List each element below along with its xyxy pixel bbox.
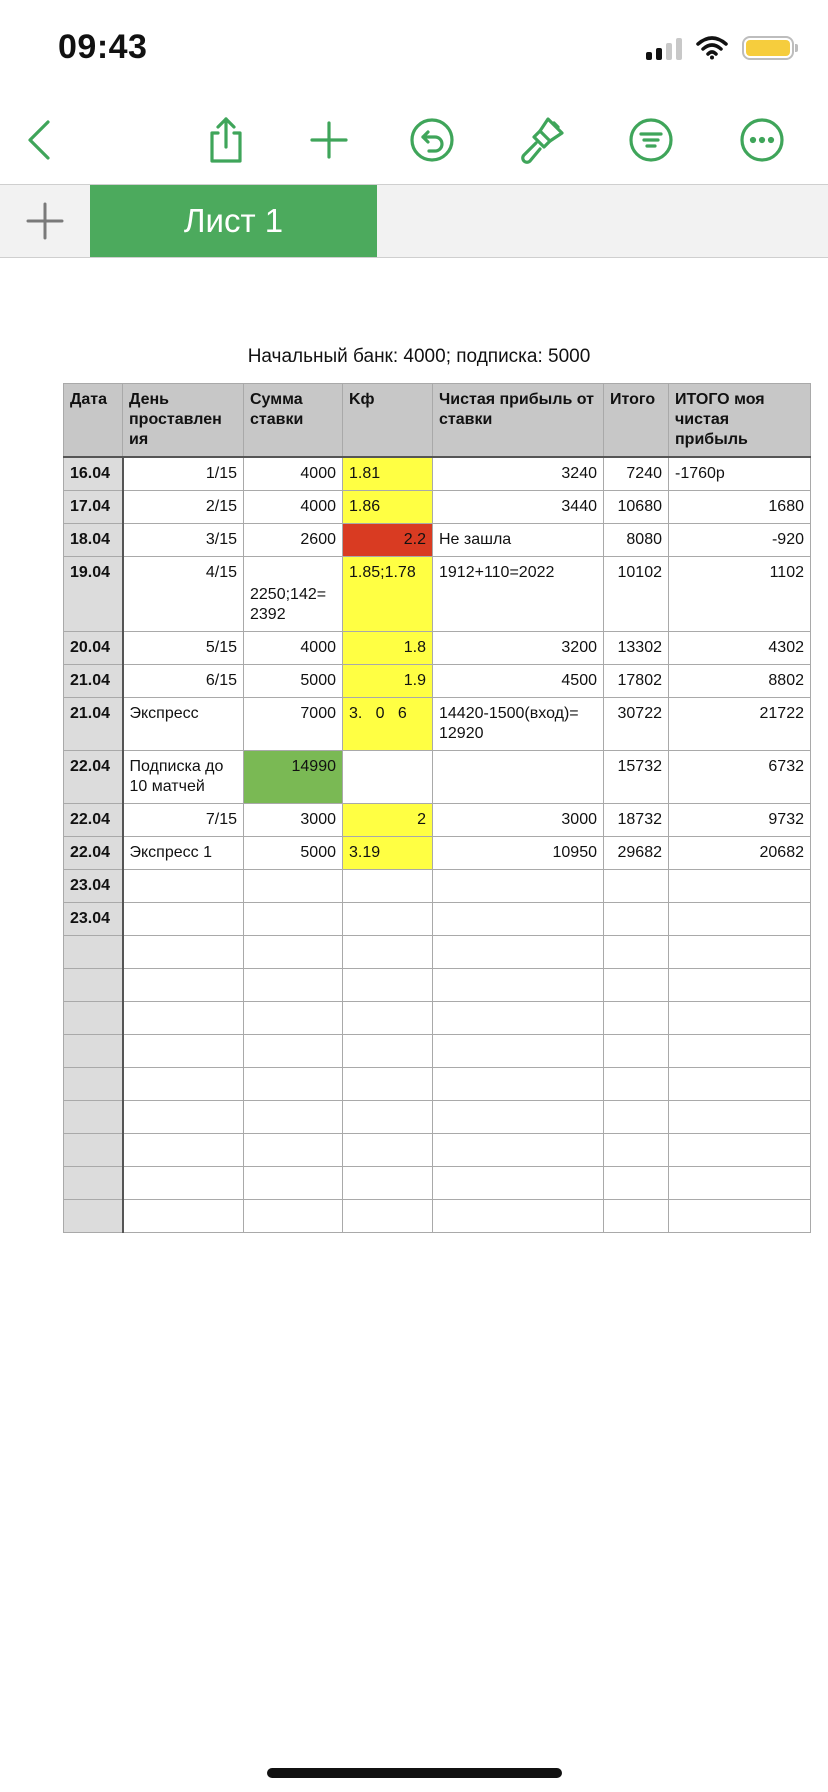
stake-cell[interactable]: 2600 [244, 524, 343, 557]
net-cell[interactable] [669, 870, 811, 903]
empty-cell[interactable] [244, 1101, 343, 1134]
header-row [64, 384, 811, 458]
share-button[interactable] [198, 112, 254, 168]
empty-cell[interactable] [604, 1068, 669, 1101]
stake-cell[interactable] [244, 870, 343, 903]
status-time: 09:43 [58, 28, 148, 66]
add-button[interactable] [301, 112, 357, 168]
row-header-cell[interactable] [64, 936, 123, 969]
date-cell[interactable]: 19.04 [64, 557, 123, 632]
back-button[interactable] [12, 112, 68, 168]
profit-cell[interactable]: 3440 [433, 491, 604, 524]
empty-cell[interactable] [244, 969, 343, 1002]
table-row [64, 491, 811, 524]
total-cell[interactable]: 29682 [604, 837, 669, 870]
header-cell-date[interactable]: Дата [64, 384, 123, 458]
empty-row [64, 969, 811, 1002]
net-cell[interactable]: 6732 [669, 751, 811, 804]
empty-cell[interactable] [343, 1002, 433, 1035]
tab-sheet-1[interactable]: Лист 1 [90, 185, 377, 257]
row-header-cell[interactable] [64, 1002, 123, 1035]
table-row [64, 457, 811, 491]
empty-cell[interactable] [604, 1200, 669, 1233]
empty-cell[interactable] [669, 1134, 811, 1167]
empty-cell[interactable] [669, 1002, 811, 1035]
header-cell-profit[interactable]: Чистая прибыль от ставки [433, 384, 604, 458]
total-cell[interactable] [604, 870, 669, 903]
table-row [64, 837, 811, 870]
empty-cell[interactable] [244, 1167, 343, 1200]
header-cell-stake[interactable]: Сумма ставки [244, 384, 343, 458]
net-cell[interactable]: -1760р [669, 457, 811, 491]
day-cell[interactable]: 1/15 [123, 457, 244, 491]
kf-cell[interactable]: 1.9 [343, 665, 433, 698]
day-cell[interactable]: 5/15 [123, 632, 244, 665]
empty-cell[interactable] [669, 1035, 811, 1068]
day-cell[interactable]: Подписка до 10 матчей [123, 751, 244, 804]
total-cell[interactable]: 10102 [604, 557, 669, 632]
net-cell[interactable]: 20682 [669, 837, 811, 870]
status-icons [646, 36, 794, 60]
total-cell[interactable]: 8080 [604, 524, 669, 557]
empty-cell[interactable] [343, 1035, 433, 1068]
net-cell[interactable]: 9732 [669, 804, 811, 837]
kf-cell[interactable]: 2 [343, 804, 433, 837]
kf-cell[interactable]: 1.85;1.78 [343, 557, 433, 632]
date-cell[interactable]: 20.04 [64, 632, 123, 665]
empty-cell[interactable] [604, 1101, 669, 1134]
empty-cell[interactable] [669, 969, 811, 1002]
filter-icon [628, 117, 674, 163]
day-cell[interactable]: 2/15 [123, 491, 244, 524]
row-header-cell[interactable] [64, 1134, 123, 1167]
empty-cell[interactable] [343, 1068, 433, 1101]
kf-cell[interactable]: 3. 0 6 [343, 698, 433, 751]
profit-cell[interactable]: 3200 [433, 632, 604, 665]
empty-cell[interactable] [343, 969, 433, 1002]
total-cell[interactable]: 13302 [604, 632, 669, 665]
date-cell[interactable]: 22.04 [64, 751, 123, 804]
date-cell[interactable]: 22.04 [64, 804, 123, 837]
profit-cell[interactable]: 1912+110=2022 [433, 557, 604, 632]
organize-button[interactable] [623, 112, 679, 168]
table-row [64, 524, 811, 557]
empty-cell[interactable] [244, 1035, 343, 1068]
table-row [64, 903, 811, 936]
plus-icon [309, 120, 349, 160]
sheet-tabs-bar [0, 184, 828, 258]
profit-cell[interactable]: 4500 [433, 665, 604, 698]
empty-cell[interactable] [433, 969, 604, 1002]
empty-cell[interactable] [433, 1200, 604, 1233]
empty-cell[interactable] [433, 1002, 604, 1035]
date-cell[interactable]: 16.04 [64, 457, 123, 491]
stake-cell[interactable]: 7000 [244, 698, 343, 751]
stake-cell[interactable]: 5000 [244, 665, 343, 698]
stake-cell[interactable]: 5000 [244, 837, 343, 870]
table-row [64, 557, 811, 632]
profit-cell[interactable]: 3000 [433, 804, 604, 837]
date-cell[interactable]: 21.04 [64, 698, 123, 751]
empty-cell[interactable] [123, 1002, 244, 1035]
date-cell[interactable]: 21.04 [64, 665, 123, 698]
empty-cell[interactable] [604, 1035, 669, 1068]
kf-cell[interactable]: 3.19 [343, 837, 433, 870]
day-cell[interactable]: 6/15 [123, 665, 244, 698]
battery-icon [742, 36, 794, 60]
net-cell[interactable]: 1102 [669, 557, 811, 632]
profit-cell[interactable] [433, 870, 604, 903]
empty-cell[interactable] [244, 1068, 343, 1101]
empty-cell[interactable] [669, 1101, 811, 1134]
date-cell[interactable]: 18.04 [64, 524, 123, 557]
empty-cell[interactable] [123, 1035, 244, 1068]
empty-cell[interactable] [669, 1167, 811, 1200]
empty-cell[interactable] [244, 1002, 343, 1035]
empty-cell[interactable] [343, 1167, 433, 1200]
day-cell[interactable]: Экспресс 1 [123, 837, 244, 870]
net-cell[interactable]: 1680 [669, 491, 811, 524]
empty-row [64, 936, 811, 969]
toolbar [0, 100, 828, 180]
empty-cell[interactable] [433, 1167, 604, 1200]
profit-cell[interactable]: 3240 [433, 457, 604, 491]
empty-cell[interactable] [123, 1068, 244, 1101]
stake-cell[interactable]: 4000 [244, 632, 343, 665]
undo-button[interactable] [404, 112, 460, 168]
kf-cell[interactable]: 1.81 [343, 457, 433, 491]
profit-cell[interactable]: 14420-1500(вход)= 12920 [433, 698, 604, 751]
row-header-cell[interactable] [64, 1101, 123, 1134]
undo-icon [409, 117, 455, 163]
date-cell[interactable]: 17.04 [64, 491, 123, 524]
table-row [64, 632, 811, 665]
empty-row [64, 1167, 811, 1200]
empty-cell[interactable] [604, 1002, 669, 1035]
empty-cell[interactable] [433, 1035, 604, 1068]
row-header-cell[interactable] [64, 1035, 123, 1068]
table-row [64, 804, 811, 837]
empty-cell[interactable] [343, 1101, 433, 1134]
empty-row [64, 1068, 811, 1101]
empty-cell[interactable] [604, 1134, 669, 1167]
date-cell[interactable]: 22.04 [64, 837, 123, 870]
total-cell[interactable]: 7240 [604, 457, 669, 491]
total-cell[interactable]: 10680 [604, 491, 669, 524]
format-button[interactable] [514, 112, 570, 168]
date-cell[interactable]: 23.04 [64, 870, 123, 903]
row-header-cell[interactable] [64, 1068, 123, 1101]
empty-cell[interactable] [604, 936, 669, 969]
header-cell-kf[interactable]: Kф [343, 384, 433, 458]
total-cell[interactable]: 18732 [604, 804, 669, 837]
empty-cell[interactable] [244, 936, 343, 969]
sheet-title[interactable]: Начальный банк: 4000; подписка: 5000 [247, 346, 591, 367]
cellular-signal-icon [646, 36, 682, 60]
kf-cell[interactable]: 2.2 [343, 524, 433, 557]
day-cell[interactable]: 4/15 [123, 557, 244, 632]
kf-cell[interactable]: 1.86 [343, 491, 433, 524]
empty-cell[interactable] [343, 936, 433, 969]
empty-cell[interactable] [123, 1134, 244, 1167]
empty-cell[interactable] [669, 936, 811, 969]
empty-row [64, 1035, 811, 1068]
profit-cell[interactable] [433, 751, 604, 804]
empty-cell[interactable] [669, 1200, 811, 1233]
wifi-icon [696, 36, 728, 60]
share-icon [204, 115, 248, 165]
table-row [64, 665, 811, 698]
net-cell[interactable]: 8802 [669, 665, 811, 698]
empty-row [64, 1002, 811, 1035]
empty-cell[interactable] [433, 1101, 604, 1134]
empty-cell[interactable] [604, 969, 669, 1002]
empty-cell[interactable] [343, 1134, 433, 1167]
empty-row [64, 1200, 811, 1233]
empty-cell[interactable] [123, 1101, 244, 1134]
kf-cell[interactable] [343, 903, 433, 936]
day-cell[interactable] [123, 903, 244, 936]
table-row [64, 751, 811, 804]
total-cell[interactable]: 30722 [604, 698, 669, 751]
net-cell[interactable]: 21722 [669, 698, 811, 751]
kf-cell[interactable] [343, 870, 433, 903]
empty-cell[interactable] [343, 1200, 433, 1233]
stake-cell[interactable]: 4000 [244, 457, 343, 491]
date-cell[interactable]: 23.04 [64, 903, 123, 936]
spreadsheet-table[interactable] [63, 383, 811, 1233]
stake-cell[interactable]: 3000 [244, 804, 343, 837]
plus-icon [25, 201, 65, 241]
empty-cell[interactable] [123, 936, 244, 969]
day-cell[interactable]: 7/15 [123, 804, 244, 837]
row-header-cell[interactable] [64, 969, 123, 1002]
stake-cell[interactable]: 2250;142= 2392 [244, 557, 343, 632]
kf-cell[interactable] [343, 751, 433, 804]
row-header-cell[interactable] [64, 1167, 123, 1200]
stake-cell[interactable] [244, 903, 343, 936]
home-indicator[interactable] [267, 1768, 562, 1778]
table-row [64, 698, 811, 751]
empty-cell[interactable] [244, 1200, 343, 1233]
header-cell-net[interactable]: ИТОГО моя чистая прибыль [669, 384, 811, 458]
header-cell-total[interactable]: Итого [604, 384, 669, 458]
stake-cell[interactable]: 4000 [244, 491, 343, 524]
profit-cell[interactable] [433, 903, 604, 936]
empty-cell[interactable] [604, 1167, 669, 1200]
profit-cell[interactable]: 10950 [433, 837, 604, 870]
empty-row [64, 1101, 811, 1134]
row-header-cell[interactable] [64, 1200, 123, 1233]
empty-cell[interactable] [123, 1200, 244, 1233]
kf-cell[interactable]: 1.8 [343, 632, 433, 665]
day-cell[interactable]: Экспресс [123, 698, 244, 751]
empty-cell[interactable] [123, 1167, 244, 1200]
net-cell[interactable] [669, 903, 811, 936]
day-cell[interactable]: 3/15 [123, 524, 244, 557]
day-cell[interactable] [123, 870, 244, 903]
add-sheet-button[interactable] [0, 185, 91, 257]
more-icon [739, 117, 785, 163]
stake-cell[interactable]: 14990 [244, 751, 343, 804]
empty-cell[interactable] [669, 1068, 811, 1101]
paintbrush-icon [518, 115, 566, 165]
empty-row [64, 1134, 811, 1167]
net-cell[interactable]: -920 [669, 524, 811, 557]
net-cell[interactable]: 4302 [669, 632, 811, 665]
total-cell[interactable] [604, 903, 669, 936]
empty-cell[interactable] [433, 1134, 604, 1167]
total-cell[interactable]: 17802 [604, 665, 669, 698]
header-cell-day[interactable]: День проставлен ия [123, 384, 244, 458]
chevron-left-icon [20, 118, 60, 162]
table-row [64, 870, 811, 903]
total-cell[interactable]: 15732 [604, 751, 669, 804]
profit-cell[interactable]: Не зашла [433, 524, 604, 557]
empty-cell[interactable] [244, 1134, 343, 1167]
empty-cell[interactable] [433, 1068, 604, 1101]
more-button[interactable] [734, 112, 790, 168]
empty-cell[interactable] [433, 936, 604, 969]
empty-cell[interactable] [123, 969, 244, 1002]
